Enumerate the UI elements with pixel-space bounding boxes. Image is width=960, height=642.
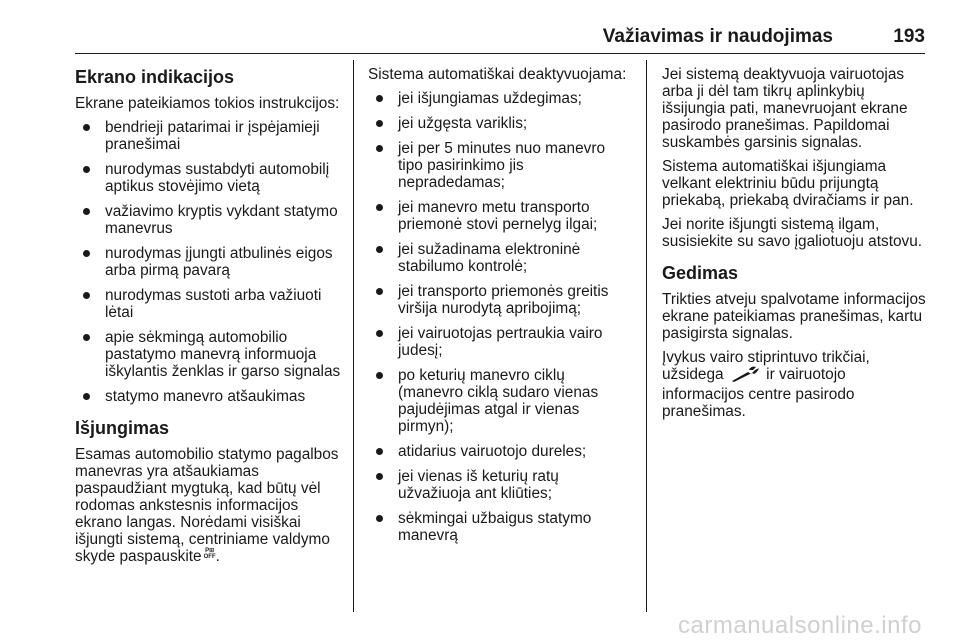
- intro-text: Ekrane pateikiamos tokios instrukcijos:: [75, 95, 340, 112]
- list-item: jei vairuotojas pertraukia vairo judesį;: [368, 325, 632, 359]
- deactivation-intro: Sistema automatiškai deaktyvuojama:: [368, 66, 627, 83]
- indications-list: [75, 119, 343, 405]
- switch-off-paragraph: [75, 446, 343, 565]
- list-item: statymo manevro atšaukimas: [75, 388, 343, 405]
- list-item: jei transporto priemonės greitis viršija nurodytą apribojimą;: [368, 283, 632, 317]
- deactivation-message-text: Jei sistemą deaktyvuoja vairuotojas arba ji dėl tam tikrų aplinkybių išsijungia pati, manevruojant ekrane pasirodo pranešimas. Papildomai suskambės garsinis signalas.: [662, 66, 908, 151]
- list-item: važiavimo kryptis vykdant statymo manevrus: [75, 203, 343, 237]
- heading-switch-off: Išjungimas: [75, 418, 170, 438]
- steering-fault-text: Įvykus vairo stiprintuvo trikčiai, užsidega: [662, 349, 870, 383]
- column-divider-2: [646, 60, 647, 612]
- page-number: 193: [893, 26, 925, 47]
- list-item: jei manevro metu transporto priemonė stovi pernelyg ilgai;: [368, 199, 632, 233]
- column-3: [662, 66, 930, 427]
- fault-text: Trikties atveju spalvotame informacijos ekrane pateikiamas pranešimas, kartu pasigirsta signalas.: [662, 291, 926, 342]
- list-item: jei išjungiamas uždegimas;: [368, 90, 632, 107]
- watermark: carmanualsonline.info: [678, 612, 922, 639]
- list-item: jei užgęsta variklis;: [368, 115, 632, 132]
- heading-fault: Gedimas: [662, 263, 739, 283]
- list-item: po keturių manevro ciklų (manevro ciklą sudaro vienas pajudėjimas atgal ir vienas pirmyn);: [368, 367, 632, 435]
- section-title: Važiavimas ir naudojimas: [602, 26, 833, 47]
- park-assist-button-icon: [204, 548, 216, 560]
- list-item: jei vienas iš keturių ratų užvažiuoja ant kliūties;: [368, 468, 632, 502]
- off-button-label: OFF: [203, 554, 216, 560]
- list-item: bendrieji patarimai ir įspėjamieji pranešimai: [75, 119, 343, 153]
- list-item: nurodymas sustoti arba važiuoti lėtai: [75, 287, 343, 321]
- list-item: nurodymas sustabdyti automobilį aptikus stovėjimo vietą: [75, 161, 343, 195]
- switch-off-end: .: [215, 548, 220, 565]
- list-item: nurodymas įjungti atbulinės eigos arba pirmą pavarą: [75, 245, 343, 279]
- steering-fault-text-end: ir vairuotojo informacijos centre pasirodo pranešimas.: [662, 366, 855, 420]
- list-item: jei sužadinama elektroninė stabilumo kontrolė;: [368, 241, 632, 275]
- dealer-text: Jei norite išjungti sistemą ilgam, susisiekite su savo įgaliotuoju atstovu.: [662, 216, 923, 250]
- wrench-icon: [730, 366, 760, 386]
- column-2: [368, 66, 632, 552]
- heading-screen-indications: Ekrano indikacijos: [75, 67, 235, 87]
- deactivation-list: [368, 90, 632, 544]
- steering-fault-paragraph: [662, 349, 930, 420]
- header-rule: [75, 53, 925, 54]
- column-divider-1: [353, 60, 354, 612]
- list-item: atidarius vairuotojo dureles;: [368, 443, 632, 460]
- list-item: jei per 5 minutes nuo manevro tipo pasirinkimo jis nepradedamas;: [368, 140, 632, 191]
- park-button-label: P⊞: [205, 548, 215, 554]
- list-item: sėkmingai užbaigus statymo manevrą: [368, 510, 632, 544]
- list-item: apie sėkmingą automobilio pastatymo manevrą informuoja iškylantis ženklas ir garso signalas: [75, 329, 343, 380]
- column-1: [75, 66, 343, 572]
- trailer-text: Sistema automatiškai išjungiama velkant elektriniu būdu prijungtą priekabą, priekabą dviračiams ir pan.: [662, 158, 914, 209]
- page-header: [75, 26, 925, 50]
- switch-off-text: Esamas automobilio statymo pagalbos manevras yra atšaukiamas paspaudžiant mygtuką, kad būtų vėl rodomas ankstesnis informacijos ekrano langas. Norėdami visiškai išjungti sistemą, centriniame valdymo skyde paspauskite: [75, 446, 339, 565]
